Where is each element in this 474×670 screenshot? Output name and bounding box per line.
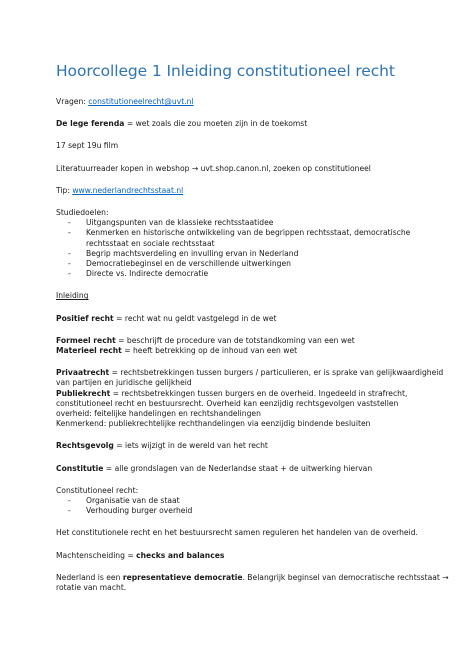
privaat-line-2: van partijen en juridische gelijkheid — [56, 378, 192, 388]
tip-line — [56, 186, 434, 196]
positief-term: Positief recht — [56, 313, 114, 323]
literatuur-line: Literatuurreader kopen in webshop → uvt.shop.canon.nl, zoeken op constitutioneel — [56, 163, 371, 173]
constitutie-line: Constitutie = alle grondslagen van de Nederlandse staat + de uitwerking hiervan — [56, 463, 373, 473]
samen-line: Het constitutionele recht en het bestuursrecht samen reguleren het handelen van de overheid. — [56, 528, 418, 538]
lege-ferenda-def: = wet zoals die zou moeten zijn in de toekomst — [124, 119, 308, 129]
lege-ferenda-line — [56, 119, 434, 129]
list-item: - Democratiebeginsel en de verschillende uitwerkingen — [56, 259, 434, 269]
constitutie-term: Constitutie — [56, 463, 104, 473]
publiek-term: Publiekrecht — [56, 388, 111, 398]
machten-term: checks and balances — [136, 550, 225, 560]
rechtsgevolg-line: Rechtsgevolg = iets wijzigt in de wereld van het recht — [56, 441, 268, 451]
materieel-line: Materieel recht = heeft betrekking op de inhoud van een wet — [56, 346, 298, 356]
list-item: - Verhouding burger overheid — [56, 506, 434, 516]
publiek-line-1: Publiekrecht = rechtsbetrekkingen tussen burgers en de overheid. Ingedeeld in strafrecht, — [56, 388, 408, 398]
nederland-line-2: rotatie van macht. — [56, 583, 127, 593]
formeel-line: Formeel recht = beschrijft de procedure van de totstandkoming van een wet — [56, 335, 355, 345]
email-link[interactable]: constitutioneelrecht@uvt.nl — [88, 97, 194, 106]
privaat-term: Privaatrecht — [56, 368, 110, 378]
list-item: - Directe vs. Indirecte democratie — [56, 269, 434, 279]
materieel-term: Materieel recht — [56, 346, 122, 356]
nederland-line-1: Nederland is een representatieve democratie. Belangrijk beginsel van democratische rechtsstaat → — [56, 572, 449, 582]
list-item: - Organisatie van de staat — [56, 496, 434, 506]
list-item: - Begrip machtsverdeling en invulling ervan in Nederland — [56, 249, 434, 259]
constitutioneel-heading: Constitutioneel recht: — [56, 485, 139, 495]
positief-line: Positief recht = recht wat nu geldt vastgelegd in de wet — [56, 313, 277, 323]
formeel-term: Formeel recht — [56, 335, 116, 345]
vragen-label: Vragen: — [56, 97, 89, 106]
lege-ferenda-term: De lege ferenda — [56, 119, 125, 129]
tip-link[interactable]: www.nederlandrechtsstaat.nl — [72, 185, 184, 195]
list-item: - Uitgangspunten van de klassieke rechtsstaatidee — [56, 218, 434, 228]
page-title: Hoorcollege 1 Inleiding constitutioneel recht — [56, 62, 395, 80]
vragen-line — [56, 97, 434, 107]
nederland-term: representatieve democratie — [122, 572, 243, 582]
privaat-line-1: Privaatrecht = rechtsbetrekkingen tussen burgers / particulieren, er is sprake van gelijkwaardigheid — [56, 368, 444, 378]
list-item: - Kenmerken en historische ontwikkeling van de begrippen rechtsstaat, democratische rechtsstaat en sociale rechtsstaat — [56, 228, 434, 248]
publiek-line-4: Kenmerkend: publiekrechtelijke rechthandelingen via eenzijdig bindende besluiten — [56, 419, 371, 429]
rechtsgevolg-term: Rechtsgevolg — [56, 441, 114, 451]
constitutioneel-list — [56, 496, 434, 516]
tip-label: Tip: — [56, 185, 73, 195]
studiedoelen-list — [56, 218, 434, 279]
machten-line: Machtenscheiding = checks and balances — [56, 550, 225, 560]
publiek-line-2: constitutioneel recht en bestuursrecht. Overheid kan eenzijdig rechtsgevolgen vaststellen — [56, 398, 399, 408]
film-line: 17 sept 19u film — [56, 141, 119, 151]
studiedoelen-heading: Studiedoelen: — [56, 208, 109, 218]
publiek-line-3: overheid: feitelijke handelingen en rechtshandelingen — [56, 409, 261, 419]
inleiding-heading: Inleiding — [56, 291, 89, 301]
